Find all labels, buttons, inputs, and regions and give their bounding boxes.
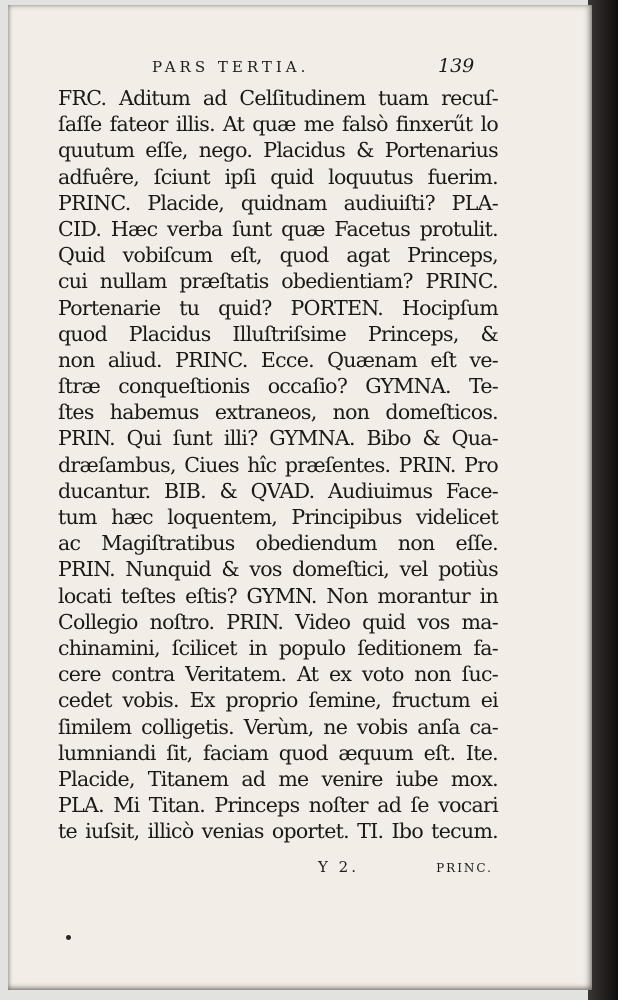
text-line: ſtes habemus extraneos, non domeſticos.	[58, 400, 498, 425]
text-line: FRC. Aditum ad Celſitudinem tuam recuſ-	[58, 86, 498, 110]
text-line: quutum eſſe, nego. Placidus & Portenarius	[58, 138, 498, 163]
text-line: ac Magiſtratibus obediendum non eſſe.	[58, 531, 498, 556]
text-line: te iuſsit, illicò venias oportet. TI. Ibo tecum.	[58, 819, 498, 844]
text-line: adfuêre, ſciunt ipſi quid loquutus fuerim.	[58, 164, 498, 189]
text-block	[58, 85, 498, 844]
text-line: chinamini, ſcilicet in populo ſeditionem fa-	[58, 635, 498, 660]
text-line: PLA. Mi Titan. Princeps noſter ad ſe vocari	[58, 793, 498, 818]
text-line: Placide, Titanem ad me venire iube mox.	[58, 766, 498, 791]
text-line: Quid vobiſcum eſt, quod agat Princeps,	[58, 243, 498, 268]
text-line: PRIN. Qui ſunt illi? GYMNA. Bibo & Qua-	[58, 426, 498, 451]
text-line: PRINC. Placide, quidnam audiuiſti? PLA-	[58, 190, 498, 215]
book-page	[8, 5, 592, 990]
page-number: 139	[438, 55, 475, 77]
text-line: dræſambus, Ciues hîc præſentes. PRIN. Pro	[58, 452, 498, 477]
text-line: Collegio noſtro. PRIN. Video quid vos ma-	[58, 609, 498, 634]
running-head: PARS TERTIA.	[152, 58, 310, 76]
text-line: Portenarie tu quid? PORTEN. Hocipſum	[58, 295, 498, 320]
text-line: tum hæc loquentem, Principibus videlicet	[58, 505, 498, 529]
text-line: cere contra Veritatem. At ex voto non ſuc-	[58, 662, 498, 687]
catchword: PRINC.	[436, 861, 493, 875]
text-line: locati teſtes eſtis? GYMN. Non morantur in	[58, 583, 498, 608]
text-line: cedet vobis. Ex proprio ſemine, fructum ei	[58, 688, 498, 713]
text-line: cui nullam præſtatis obedientiam? PRINC.	[58, 269, 498, 294]
signature-mark: Y 2.	[318, 858, 359, 876]
page-edge-shadow	[588, 0, 618, 1000]
text-line: ſimilem colligetis. Verùm, ne vobis anſa ca-	[58, 714, 498, 739]
text-line: quod Placidus Illuſtriſsime Princeps, &	[58, 321, 498, 346]
text-line: lumniandi ſit, faciam quod æquum eſt. Ite.	[58, 740, 498, 765]
text-line: PRIN. Nunquid & vos domeſtici, vel potiùs	[58, 557, 498, 582]
text-line: ſtræ conqueſtionis occaſio? GYMNA. Te-	[58, 374, 498, 399]
text-line: ſaſſe fateor illis. At quæ me falsò finxerűt lo	[58, 112, 498, 137]
text-line: CID. Hæc verba ſunt quæ Facetus protulit.	[58, 216, 498, 241]
text-line: ducantur. BIB. & QVAD. Audiuimus Face-	[58, 478, 498, 503]
ink-speck	[66, 935, 71, 940]
text-line: non aliud. PRINC. Ecce. Quænam eſt ve-	[58, 347, 498, 372]
